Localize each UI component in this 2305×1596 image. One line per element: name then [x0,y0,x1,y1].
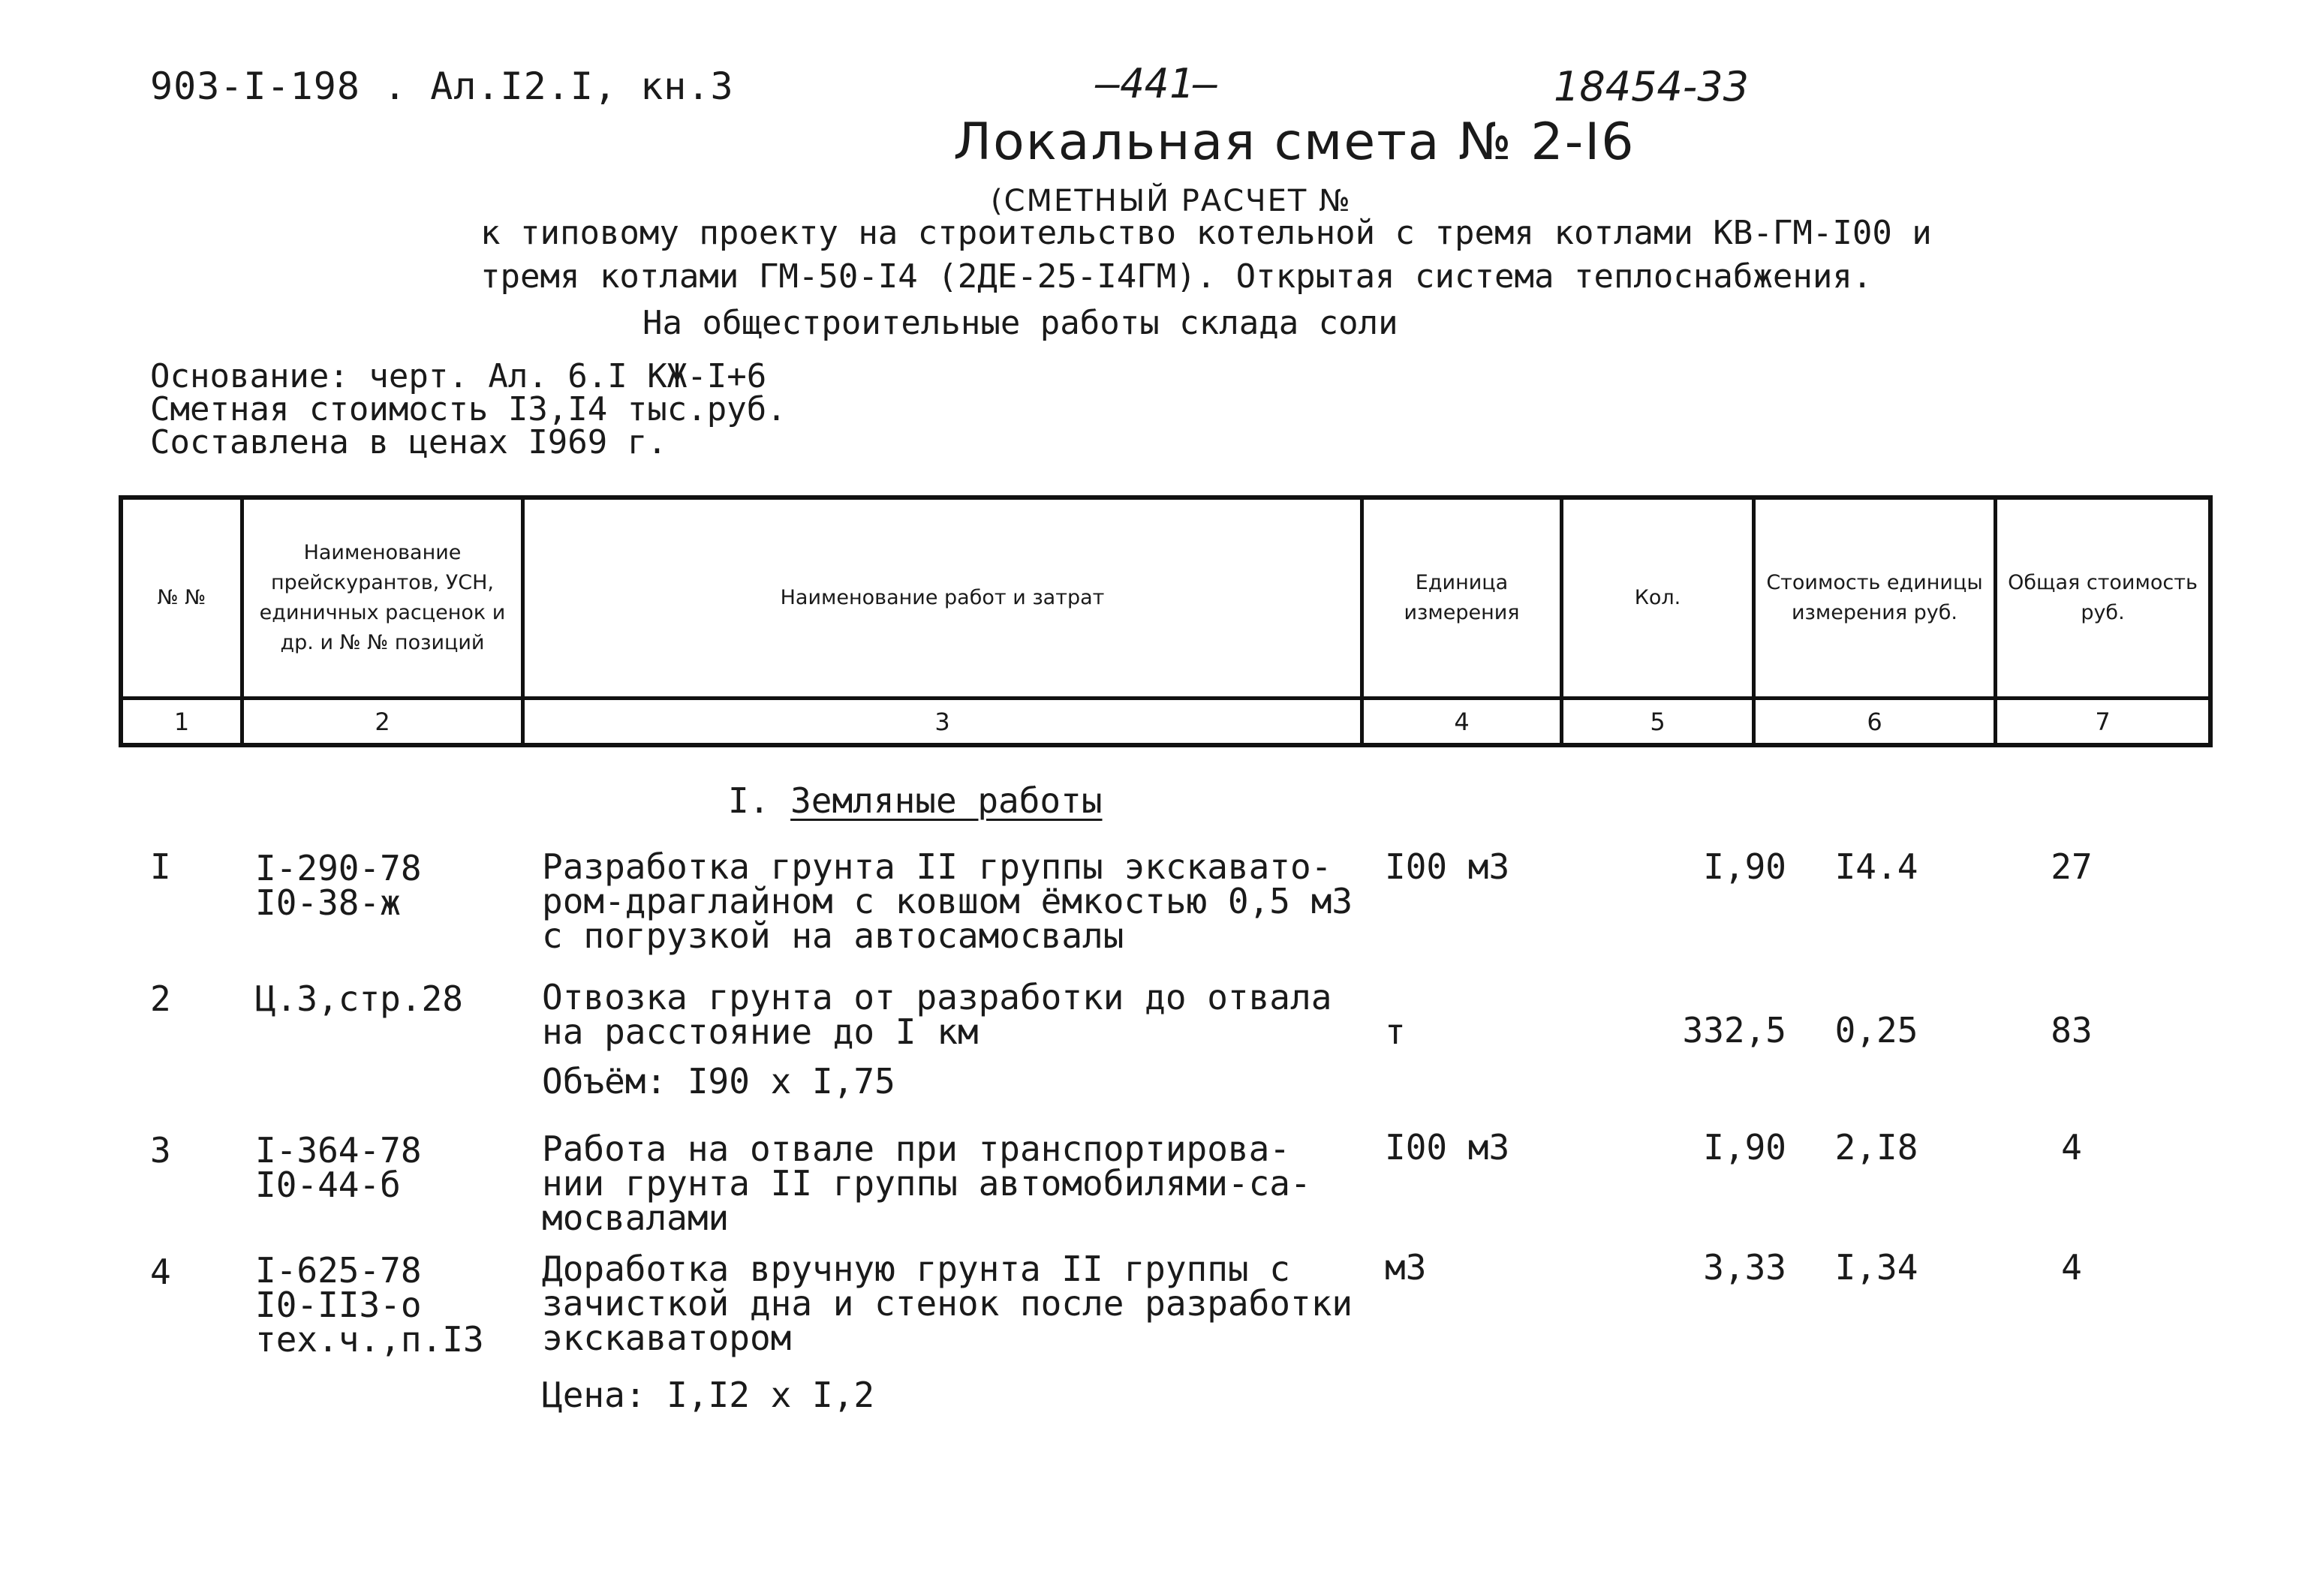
unit-price: I4.4 [1834,846,1918,887]
total-cost: 27 [2051,846,2093,887]
column-header: Стоимость единицы измерения руб. [1766,571,1983,624]
unit: I00 м3 [1385,846,1510,887]
unit: I00 м3 [1385,1127,1510,1168]
column-number: 7 [2095,708,2111,736]
column-header: Общая стоимость руб. [2008,571,2198,624]
rate-code: I-625-78 I0-II3-о тех.ч.,п.I3 [255,1250,484,1360]
column-header: № № [157,586,206,609]
rate-code: I-290-78 I0-38-ж [255,848,422,923]
document-title: Локальная смета № 2-I6 [953,113,1635,172]
section-number: I. [728,780,770,821]
description-line: тремя котлами ГМ-50-I4 (2ДЕ-25-I4ГМ). Открытая система теплоснабжения. [480,257,1873,296]
page-number: —441— [1096,60,1218,107]
rate-code: I-364-78 I0-44-б [255,1130,422,1205]
work-name: Доработка вручную грунта II группы с зачисткой дна и стенок после разработки экскаватором [542,1249,1353,1358]
unit: м3 [1385,1247,1427,1288]
table-header [119,495,2213,747]
quantity: I,90 [1703,1127,1786,1168]
section-title: Земляные работы [790,780,1103,821]
quantity: I,90 [1703,846,1786,887]
row-number: 3 [150,1130,171,1171]
column-number: 5 [1650,708,1666,736]
column-number: 4 [1454,708,1470,736]
volume-note: Объём: I90 х I,75 [542,1061,895,1102]
column-header: Наименование работ и затрат [780,586,1105,609]
price-note: Цена: I,I2 х I,2 [542,1375,875,1415]
work-name: Разработка грунта II группы экскавато- ром-драглайном с ковшом ёмкостью 0,5 м3 с погрузкой на автосамосвалы [542,846,1353,956]
unit: т [1385,1011,1406,1052]
basis-block [150,357,787,461]
quantity: 3,33 [1703,1247,1786,1288]
project-description [480,212,1932,299]
estimated-cost: Сметная стоимость I3,I4 тыс.руб. [150,390,787,428]
work-name: Работа на отвале при транспортирова- нии грунта II группы автомобилями-са- мосвалами [542,1129,1311,1238]
row-number: I [150,846,171,887]
basis-line: Основание: черт. Ал. 6.I КЖ-I+6 [150,357,767,395]
column-header: Кол. [1634,586,1681,609]
rate-code: Ц.3,стр.28 [255,978,463,1019]
column-number: 1 [173,708,190,736]
work-name: Отвозка грунта от разработки до отвала на расстояние до I км [542,977,1332,1052]
column-number: 6 [1867,708,1882,736]
column-header: Единица измерения [1404,571,1520,624]
total-cost: 83 [2051,1010,2093,1050]
column-number: 3 [934,708,950,736]
unit-price: 0,25 [1834,1010,1918,1050]
document-subtitle: (СМЕТНЫЙ РАСЧЕТ № [991,184,1352,218]
column-number: 2 [375,708,390,736]
total-cost: 4 [2061,1247,2082,1288]
price-year: Составлена в ценах I969 г. [150,423,667,461]
description-line: к типовому проекту на строительство котельной с тремя котлами КВ-ГМ-I00 и [480,214,1932,252]
unit-price: 2,I8 [1834,1127,1918,1168]
work-scope: На общестроительные работы склада соли [642,304,1398,342]
archive-number: 18454-33 [1554,63,1749,110]
unit-price: I,34 [1834,1247,1918,1288]
row-number: 4 [150,1252,171,1292]
document-code: 903-I-198 . Ал.I2.I, кн.3 [150,65,734,108]
column-header: Наименование прейскурантов, УСН, единичных расценок и др. и № № позиций [259,541,506,654]
section-heading [728,780,1103,821]
total-cost: 4 [2061,1127,2082,1168]
quantity: 332,5 [1682,1010,1786,1050]
row-number: 2 [150,978,171,1019]
